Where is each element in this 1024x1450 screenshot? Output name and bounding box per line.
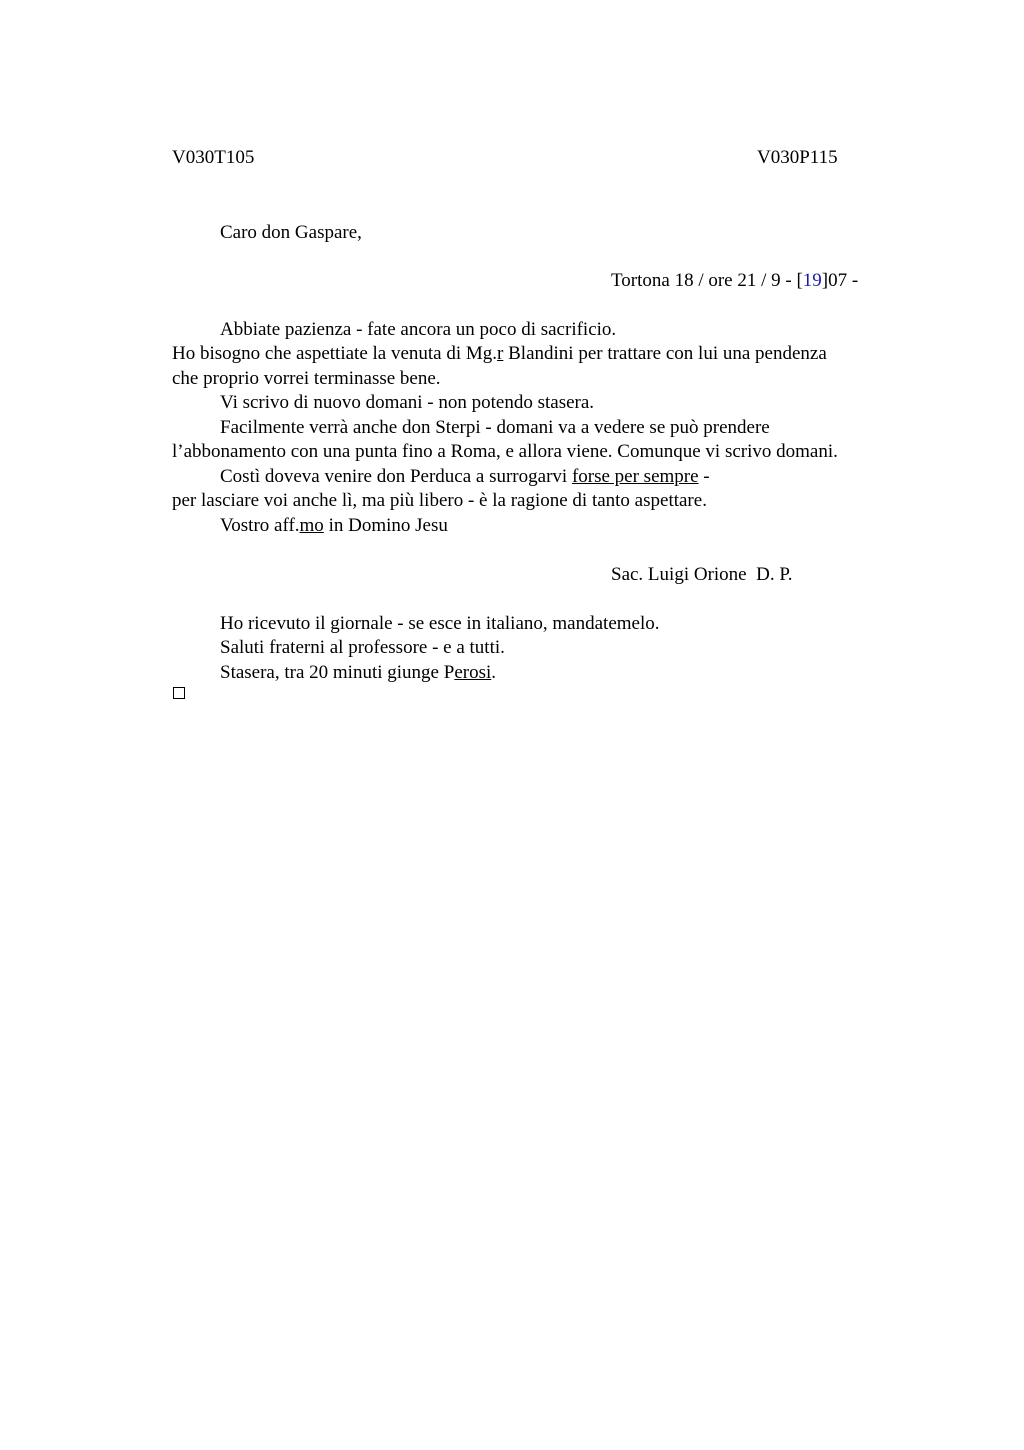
body-line: Facilmente verrà anche don Sterpi - domani va a vedere se può prendere bbox=[220, 417, 770, 438]
closing bbox=[220, 514, 448, 538]
body-line: l’abbonamento con una punta fino a Roma, e allora viene. Comunque vi scrivo domani. bbox=[172, 441, 838, 462]
closing-text: Vostro aff. bbox=[220, 515, 300, 536]
salutation: Caro don Gaspare, bbox=[220, 222, 362, 243]
body-line: che proprio vorrei terminasse bene. bbox=[172, 368, 441, 389]
postscript-underlined: erosi bbox=[454, 662, 492, 683]
body-text: Blandini per trattare con lui una pendenza bbox=[503, 343, 827, 364]
dateline-suffix: ]07 - bbox=[821, 270, 859, 291]
postscript-text: Stasera, tra 20 minuti giunge P bbox=[220, 662, 455, 683]
closing-underlined: mo bbox=[299, 515, 324, 536]
signature: Sac. Luigi Orione D. P. bbox=[611, 564, 793, 585]
body-line: per lasciare voi anche lì, ma più libero - è la ragione di tanto aspettare. bbox=[172, 490, 707, 511]
body-line: Vi scrivo di nuovo domani - non potendo stasera. bbox=[220, 392, 595, 413]
postscript-line: Ho ricevuto il giornale - se esce in italiano, mandatemelo. bbox=[220, 613, 660, 634]
body-line: Abbiate pazienza - fate ancora un poco di sacrificio. bbox=[220, 319, 617, 340]
dateline-century: 19 bbox=[802, 270, 822, 291]
document-code-right: V030P115 bbox=[757, 147, 838, 168]
body-line bbox=[220, 465, 710, 489]
body-underlined: r bbox=[497, 343, 504, 364]
postscript-line: Saluti fraterni al professore - e a tutti. bbox=[220, 637, 505, 658]
body-text: - bbox=[698, 466, 710, 487]
body-text: Costì doveva venire don Perduca a surrogarvi bbox=[220, 466, 572, 487]
body-text: Ho bisogno che aspettiate la venuta di Mg. bbox=[172, 343, 498, 364]
closing-text: in Domino Jesu bbox=[323, 515, 448, 536]
body-underlined: forse per sempre bbox=[571, 466, 699, 487]
dateline bbox=[611, 269, 858, 293]
body-line bbox=[172, 342, 827, 366]
document-code-left: V030T105 bbox=[172, 147, 255, 168]
postscript-text: . bbox=[491, 662, 496, 683]
dateline-prefix: Tortona 18 / ore 21 / 9 - [ bbox=[611, 270, 803, 291]
end-of-document-box-icon bbox=[173, 687, 185, 699]
postscript-line bbox=[220, 661, 496, 685]
